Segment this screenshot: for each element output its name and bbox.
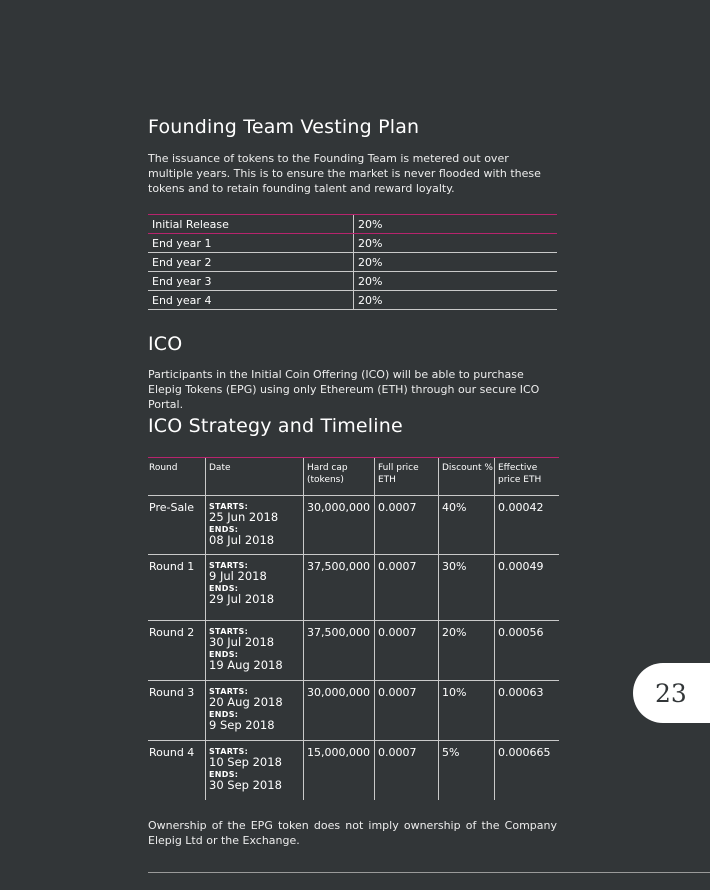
ico-intro: Participants in the Initial Coin Offering (ICO) will be able to purchase Elepig Tokens (EPG) using only Ethereum (ETH) through our secure ICO Portal. — [148, 368, 540, 411]
table-row — [148, 291, 557, 310]
starts-label: STARTS: — [209, 561, 249, 570]
start-date: 25 Jun 2018 — [209, 510, 279, 524]
ends-label: ENDS: — [209, 770, 239, 779]
vesting-value: 20% — [354, 234, 558, 253]
table-row — [148, 215, 557, 234]
table-row — [148, 741, 559, 801]
cell-discount: 30% — [439, 555, 495, 621]
vesting-label: Initial Release — [148, 215, 354, 234]
header-effective: Effective price ETH — [495, 458, 560, 496]
end-date: 19 Aug 2018 — [209, 658, 283, 672]
starts-label: STARTS: — [209, 747, 249, 756]
cell-date — [206, 741, 304, 801]
vesting-heading: Founding Team Vesting Plan — [148, 116, 420, 138]
vesting-label: End year 1 — [148, 234, 354, 253]
start-date: 20 Aug 2018 — [209, 695, 283, 709]
starts-label: STARTS: — [209, 627, 249, 636]
vesting-value: 20% — [354, 253, 558, 272]
cell-date — [206, 681, 304, 741]
header-hardcap: Hard cap (tokens) — [304, 458, 375, 496]
cell-effective: 0.00042 — [495, 496, 560, 555]
end-date: 9 Sep 2018 — [209, 718, 275, 732]
cell-round: Pre-Sale — [148, 496, 206, 555]
cell-effective: 0.00056 — [495, 621, 560, 681]
ends-label: ENDS: — [209, 525, 239, 534]
ends-label: ENDS: — [209, 710, 239, 719]
cell-discount: 10% — [439, 681, 495, 741]
table-row — [148, 496, 559, 555]
table-row — [148, 234, 557, 253]
page-number: 23 — [655, 678, 687, 708]
cell-round: Round 2 — [148, 621, 206, 681]
cell-effective: 0.00063 — [495, 681, 560, 741]
end-date: 29 Jul 2018 — [209, 592, 275, 606]
start-date: 9 Jul 2018 — [209, 569, 267, 583]
end-date: 08 Jul 2018 — [209, 533, 275, 547]
cell-fullprice: 0.0007 — [375, 621, 439, 681]
ico-timeline-table — [148, 457, 559, 800]
cell-hardcap: 15,000,000 — [304, 741, 375, 801]
header-round: Round — [148, 458, 206, 496]
cell-discount: 20% — [439, 621, 495, 681]
table-row — [148, 555, 559, 621]
start-date: 30 Jul 2018 — [209, 635, 275, 649]
cell-date — [206, 621, 304, 681]
vesting-label: End year 2 — [148, 253, 354, 272]
cell-discount: 5% — [439, 741, 495, 801]
cell-date — [206, 555, 304, 621]
table-row — [148, 272, 557, 291]
cell-round: Round 1 — [148, 555, 206, 621]
vesting-table — [148, 214, 557, 310]
header-discount: Discount % — [439, 458, 495, 496]
cell-effective: 0.000665 — [495, 741, 560, 801]
header-date: Date — [206, 458, 304, 496]
cell-round: Round 4 — [149, 746, 195, 759]
strategy-heading: ICO Strategy and Timeline — [148, 415, 403, 437]
cell-effective: 0.00049 — [495, 555, 560, 621]
cell-hardcap: 30,000,000 — [304, 496, 375, 555]
ends-label: ENDS: — [209, 650, 239, 659]
header-fullprice: Full price ETH — [375, 458, 439, 496]
cell-date — [206, 496, 304, 555]
cell-fullprice: 0.0007 — [375, 681, 439, 741]
table-row — [148, 253, 557, 272]
cell-round: Round 3 — [148, 681, 206, 741]
ico-heading: ICO — [148, 333, 183, 355]
cell-hardcap: 30,000,000 — [304, 681, 375, 741]
cell-hardcap: 37,500,000 — [304, 555, 375, 621]
end-date: 30 Sep 2018 — [209, 778, 282, 792]
cell-hardcap: 37,500,000 — [304, 621, 375, 681]
bottom-divider — [148, 872, 710, 873]
vesting-value: 20% — [354, 291, 558, 310]
table-row — [148, 681, 559, 741]
starts-label: STARTS: — [209, 502, 249, 511]
start-date: 10 Sep 2018 — [209, 755, 282, 769]
footnote: Ownership of the EPG token does not imply ownership of the Company Elepig Ltd or the Exchange. — [148, 819, 557, 847]
ends-label: ENDS: — [209, 584, 239, 593]
vesting-intro: The issuance of tokens to the Founding Team is metered out over multiple years. This is to ensure the market is never flooded with these tokens and to retain founding talent and reward loyalty. — [148, 152, 541, 195]
cell-discount: 40% — [439, 496, 495, 555]
table-header-row — [148, 458, 559, 496]
page-number-tab — [633, 663, 710, 723]
vesting-label: End year 4 — [148, 291, 354, 310]
table-row — [148, 621, 559, 681]
cell-fullprice: 0.0007 — [375, 741, 439, 801]
cell-fullprice: 0.0007 — [375, 555, 439, 621]
cell-fullprice: 0.0007 — [375, 496, 439, 555]
vesting-value: 20% — [354, 272, 558, 291]
starts-label: STARTS: — [209, 687, 249, 696]
vesting-value: 20% — [354, 215, 558, 234]
vesting-label: End year 3 — [148, 272, 354, 291]
